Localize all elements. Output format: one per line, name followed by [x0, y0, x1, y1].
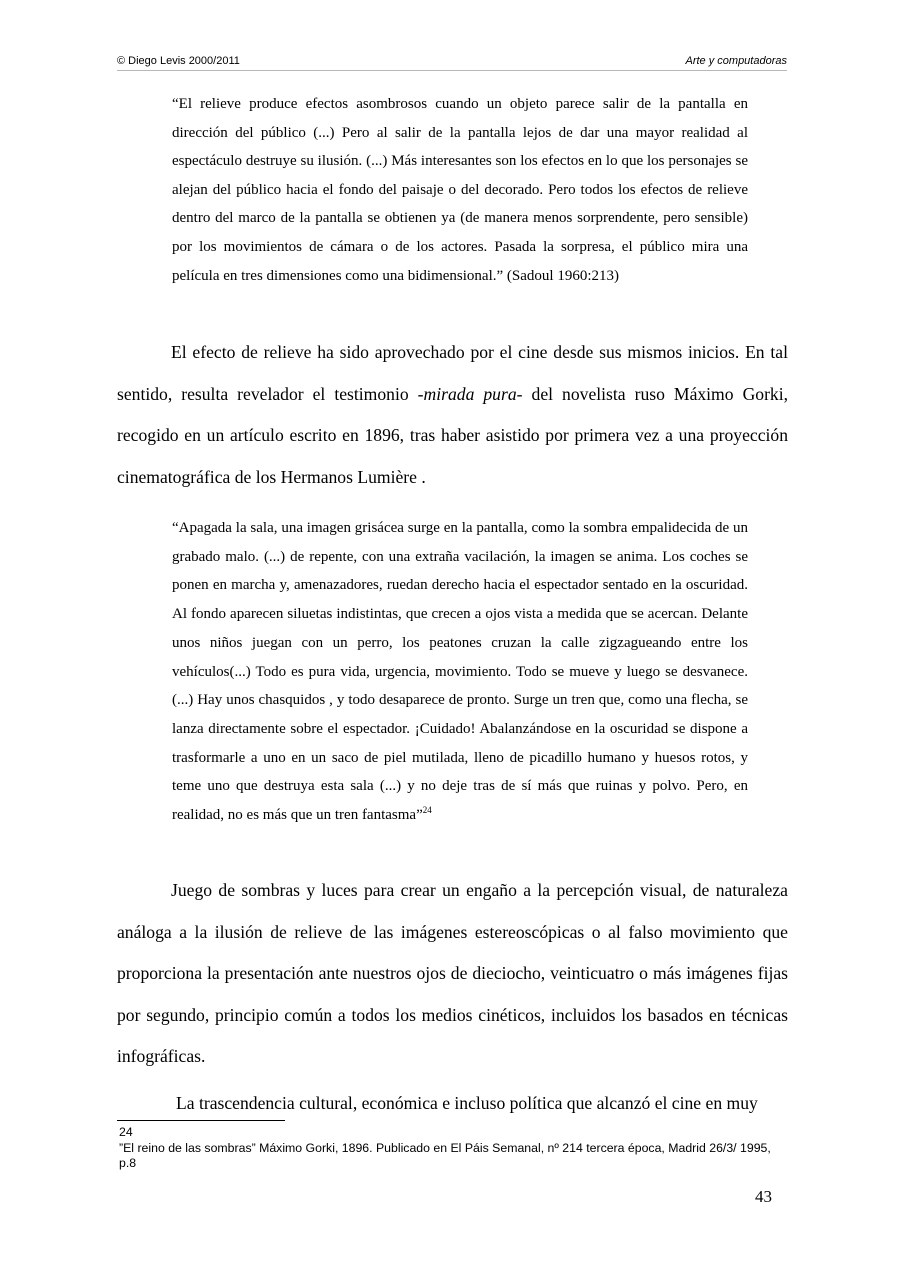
header-title: Arte y computadoras [685, 55, 787, 67]
footnote-reference[interactable]: 24 [422, 805, 432, 816]
footnote-text: ”El reino de las sombras” Máximo Gorki, 1896. Publicado en El Páis Semanal, nº 214 tercera época, Madrid 26/3/ 1995, p.8 [119, 1140, 771, 1170]
quote-sadoul: “El relieve produce efectos asombrosos cuando un objeto parece salir de la pantalla en dirección del público (...) Pero al salir de la pantalla lejos de dar una mayor realidad al espectáculo destruye su ilusión. (...) Más interesantes son los efectos en lo que los personajes se alejan del público hacia el fondo del paisaje o del decorado. Pero todos los efectos de relieve dentro del marco de la pantalla se obtienen ya (de manera menos sorprendente, pero sensible) por los movimientos de cámara o de los actores. Pasada la sorpresa, el público mira una película en tres dimensiones como una bidimensional.” (Sadoul 1960:213) [172, 96, 748, 284]
footnote [119, 1125, 791, 1172]
page-number: 43 [755, 1187, 772, 1206]
paragraph-relieve-text-b: - del novelista ruso Máximo Gorki, recogido en un artículo escrito en 1896, tras haber asistido por primera vez a una proyección cinematográfica de los Hermanos Lumière . [117, 383, 789, 487]
paragraph-relieve-italic: mirada pura [423, 383, 517, 404]
paragraph-sombras: Juego de sombras y luces para crear un engaño a la percepción visual, de naturaleza análoga a la ilusión de relieve de las imágenes estereoscópicas o al falso movimiento que proporciona la presentación ante nuestros ojos de dieciocho, veinticuatro o más imágenes fijas por segundo, principio común a todos los medios cinéticos, incluidos los basados en técnicas infográficas. [117, 880, 788, 1067]
quote-gorki [172, 514, 748, 830]
header-copyright: © Diego Levis 2000/2011 [117, 55, 240, 67]
page-header [117, 54, 787, 71]
paragraph-relieve-text-a: El efecto de relieve ha sido aprovechado por el cine desde sus mismos inicios. En tal sentido, resulta revelador el testimonio - [117, 342, 788, 404]
footnote-number: 24 [119, 1125, 133, 1139]
paragraph-trascendencia: La trascendencia cultural, económica e incluso política que alcanzó el cine en muy [176, 1093, 758, 1113]
paragraph-relieve [117, 332, 788, 498]
footnote-divider [117, 1120, 285, 1121]
quote-gorki-text: “Apagada la sala, una imagen grisácea surge en la pantalla, como la sombra empalidecida de un grabado malo. (...) de repente, con una extraña vacilación, la imagen se anima. Los coches se ponen en marcha y, amenazadores, ruedan derecho hacia el espectador sentado en la oscuridad. Al fondo aparecen siluetas indistintas, que crecen a ojos vista a medida que se acercan. Delante unos niños juegan con un perro, los peatones cruzan la calle zigzagueando entre los vehículos(...) Todo es pura vida, urgencia, movimiento. Todo se mueve y luego se desvanece.(...) Hay unos chasquidos , y todo desaparece de pronto. Surge un tren que, como una flecha, se lanza directamente sobre el espectador. ¡Cuidado! Abalanzándose en la oscuridad se dispone a trasformarle a uno en un saco de piel mutilada, lleno de picadillo humano y huesos rotos, y teme uno que destruya esta sala (...) y no deje tras de sí más que ruinas y polvo. Pero, en realidad, no es más que un tren fantasma” [172, 520, 748, 824]
